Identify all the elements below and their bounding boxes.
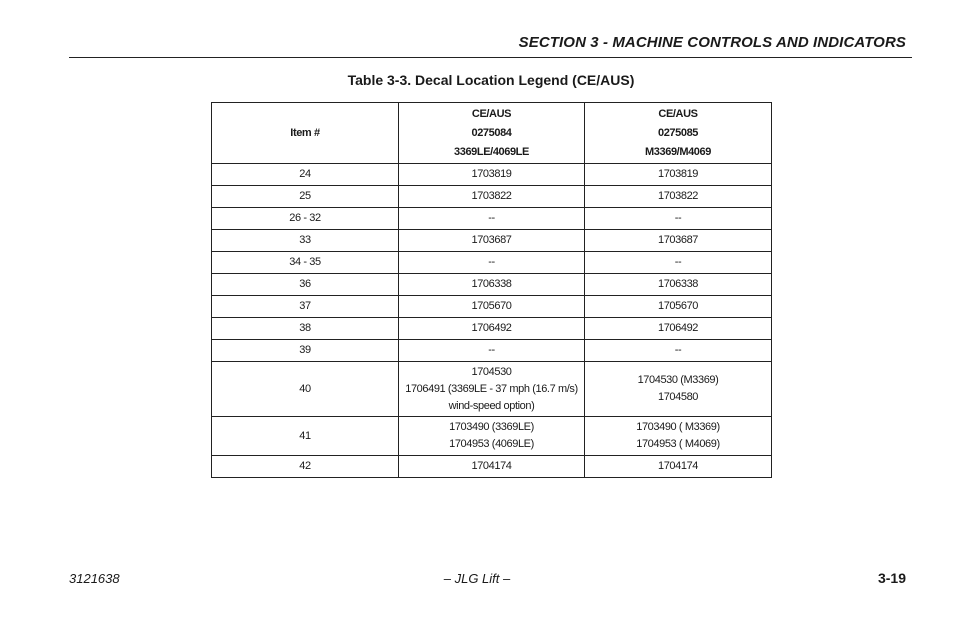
- table-cell: [399, 186, 585, 208]
- cell-line: --: [674, 212, 682, 224]
- table-row: [212, 274, 772, 296]
- cell-line: 1704580: [657, 391, 699, 403]
- cell-line: wind-speed option): [448, 399, 535, 412]
- table-cell: [585, 274, 772, 296]
- table-cell: [212, 208, 399, 230]
- table-cell: [585, 456, 772, 478]
- table-caption: Table 3-3. Decal Location Legend (CE/AUS): [347, 72, 635, 88]
- table-row: [212, 252, 772, 274]
- table-cell: [585, 252, 772, 274]
- table-row: [212, 340, 772, 362]
- cell-line: 1703687: [471, 234, 512, 246]
- cell-line: --: [488, 256, 495, 268]
- table-row: [212, 318, 772, 340]
- cell-line: 1704953 (4069LE): [449, 438, 534, 450]
- table-cell: [585, 230, 772, 252]
- cell-line: 1703819: [657, 168, 699, 180]
- cell-line: 1704174: [657, 460, 699, 472]
- header-line: 0275084: [471, 126, 512, 139]
- table-header-row: [212, 103, 772, 164]
- header-line: 0275085: [657, 126, 699, 139]
- table-cell: [399, 208, 585, 230]
- cell-line: 1705670: [657, 300, 699, 312]
- cell-line: 37: [299, 300, 311, 312]
- table-cell: [212, 164, 399, 186]
- table-row: [212, 208, 772, 230]
- header-line: M3369/M4069: [645, 145, 711, 158]
- cell-line: 1706492: [657, 322, 699, 334]
- table-cell: [585, 208, 772, 230]
- cell-line: 25: [299, 190, 311, 202]
- cell-line: 1705670: [471, 300, 512, 312]
- table-cell: [212, 417, 399, 456]
- table-cell: [212, 340, 399, 362]
- table-cell: [399, 318, 585, 340]
- table-cell: [399, 252, 585, 274]
- cell-line: 26 - 32: [289, 212, 321, 224]
- cell-line: 1704953 ( M4069): [636, 438, 720, 450]
- table-cell: [399, 456, 585, 478]
- table-cell: [212, 318, 399, 340]
- cell-line: 1704174: [471, 460, 512, 472]
- cell-line: 40: [299, 382, 311, 395]
- table-cell: [212, 230, 399, 252]
- cell-line: 1703490 ( M3369): [636, 421, 720, 433]
- cell-line: 41: [299, 429, 311, 442]
- cell-line: --: [674, 256, 682, 268]
- column-header-item: [212, 103, 399, 164]
- cell-line: 1704530 (M3369): [637, 374, 719, 386]
- header-line: CE/AUS: [658, 107, 698, 120]
- table-row: [212, 164, 772, 186]
- header-line: CE/AUS: [471, 107, 512, 120]
- header-divider: [69, 57, 912, 58]
- table-row: [212, 186, 772, 208]
- table-cell: [399, 362, 585, 417]
- table-cell: [399, 274, 585, 296]
- cell-line: 1703490 (3369LE): [449, 421, 534, 433]
- table-cell: [399, 417, 585, 456]
- cell-line: --: [674, 344, 682, 356]
- cell-line: 36: [299, 278, 311, 290]
- table-cell: [212, 456, 399, 478]
- table-row: [212, 417, 772, 456]
- decal-location-table: [211, 102, 772, 478]
- table-cell: [212, 296, 399, 318]
- table-cell: [585, 318, 772, 340]
- header-line: Item #: [290, 126, 320, 139]
- cell-line: --: [488, 344, 495, 356]
- cell-line: 34 - 35: [289, 256, 321, 268]
- document-number: 3121638: [69, 571, 120, 586]
- table-cell: [212, 252, 399, 274]
- table-cell: [399, 296, 585, 318]
- table-row: [212, 456, 772, 478]
- page-number: 3-19: [877, 570, 906, 586]
- column-header-0275084: [399, 103, 585, 164]
- table-cell: [399, 164, 585, 186]
- cell-line: 33: [299, 234, 311, 246]
- cell-line: 1706338: [471, 278, 512, 290]
- table-cell: [585, 417, 772, 456]
- cell-line: 24: [299, 168, 311, 180]
- cell-line: 1703819: [471, 168, 512, 180]
- cell-line: 1704530: [471, 365, 512, 378]
- table-row: [212, 296, 772, 318]
- table-cell: [212, 362, 399, 417]
- table-cell: [399, 230, 585, 252]
- table-cell: [212, 274, 399, 296]
- cell-line: 1703687: [657, 234, 699, 246]
- cell-line: 1706492: [471, 322, 512, 334]
- cell-line: 1706338: [657, 278, 699, 290]
- cell-line: 39: [299, 344, 311, 356]
- table-cell: [585, 340, 772, 362]
- table-cell: [399, 340, 585, 362]
- section-title: SECTION 3 - MACHINE CONTROLS AND INDICATORS: [518, 34, 906, 51]
- table-cell: [585, 164, 772, 186]
- cell-line: 42: [299, 460, 311, 472]
- table-cell: [585, 362, 772, 417]
- table-cell: [585, 296, 772, 318]
- table-cell: [212, 186, 399, 208]
- table-row: [212, 230, 772, 252]
- table-cell: [585, 186, 772, 208]
- table-row: [212, 362, 772, 417]
- cell-line: --: [488, 212, 495, 224]
- column-header-0275085: [585, 103, 772, 164]
- footer-brand: – JLG Lift –: [443, 571, 511, 586]
- cell-line: 1703822: [471, 190, 512, 202]
- cell-line: 38: [299, 322, 311, 334]
- cell-line: 1703822: [657, 190, 699, 202]
- cell-line: 1706491 (3369LE - 37 mph (16.7 m/s): [405, 382, 578, 395]
- header-line: 3369LE/4069LE: [454, 145, 529, 158]
